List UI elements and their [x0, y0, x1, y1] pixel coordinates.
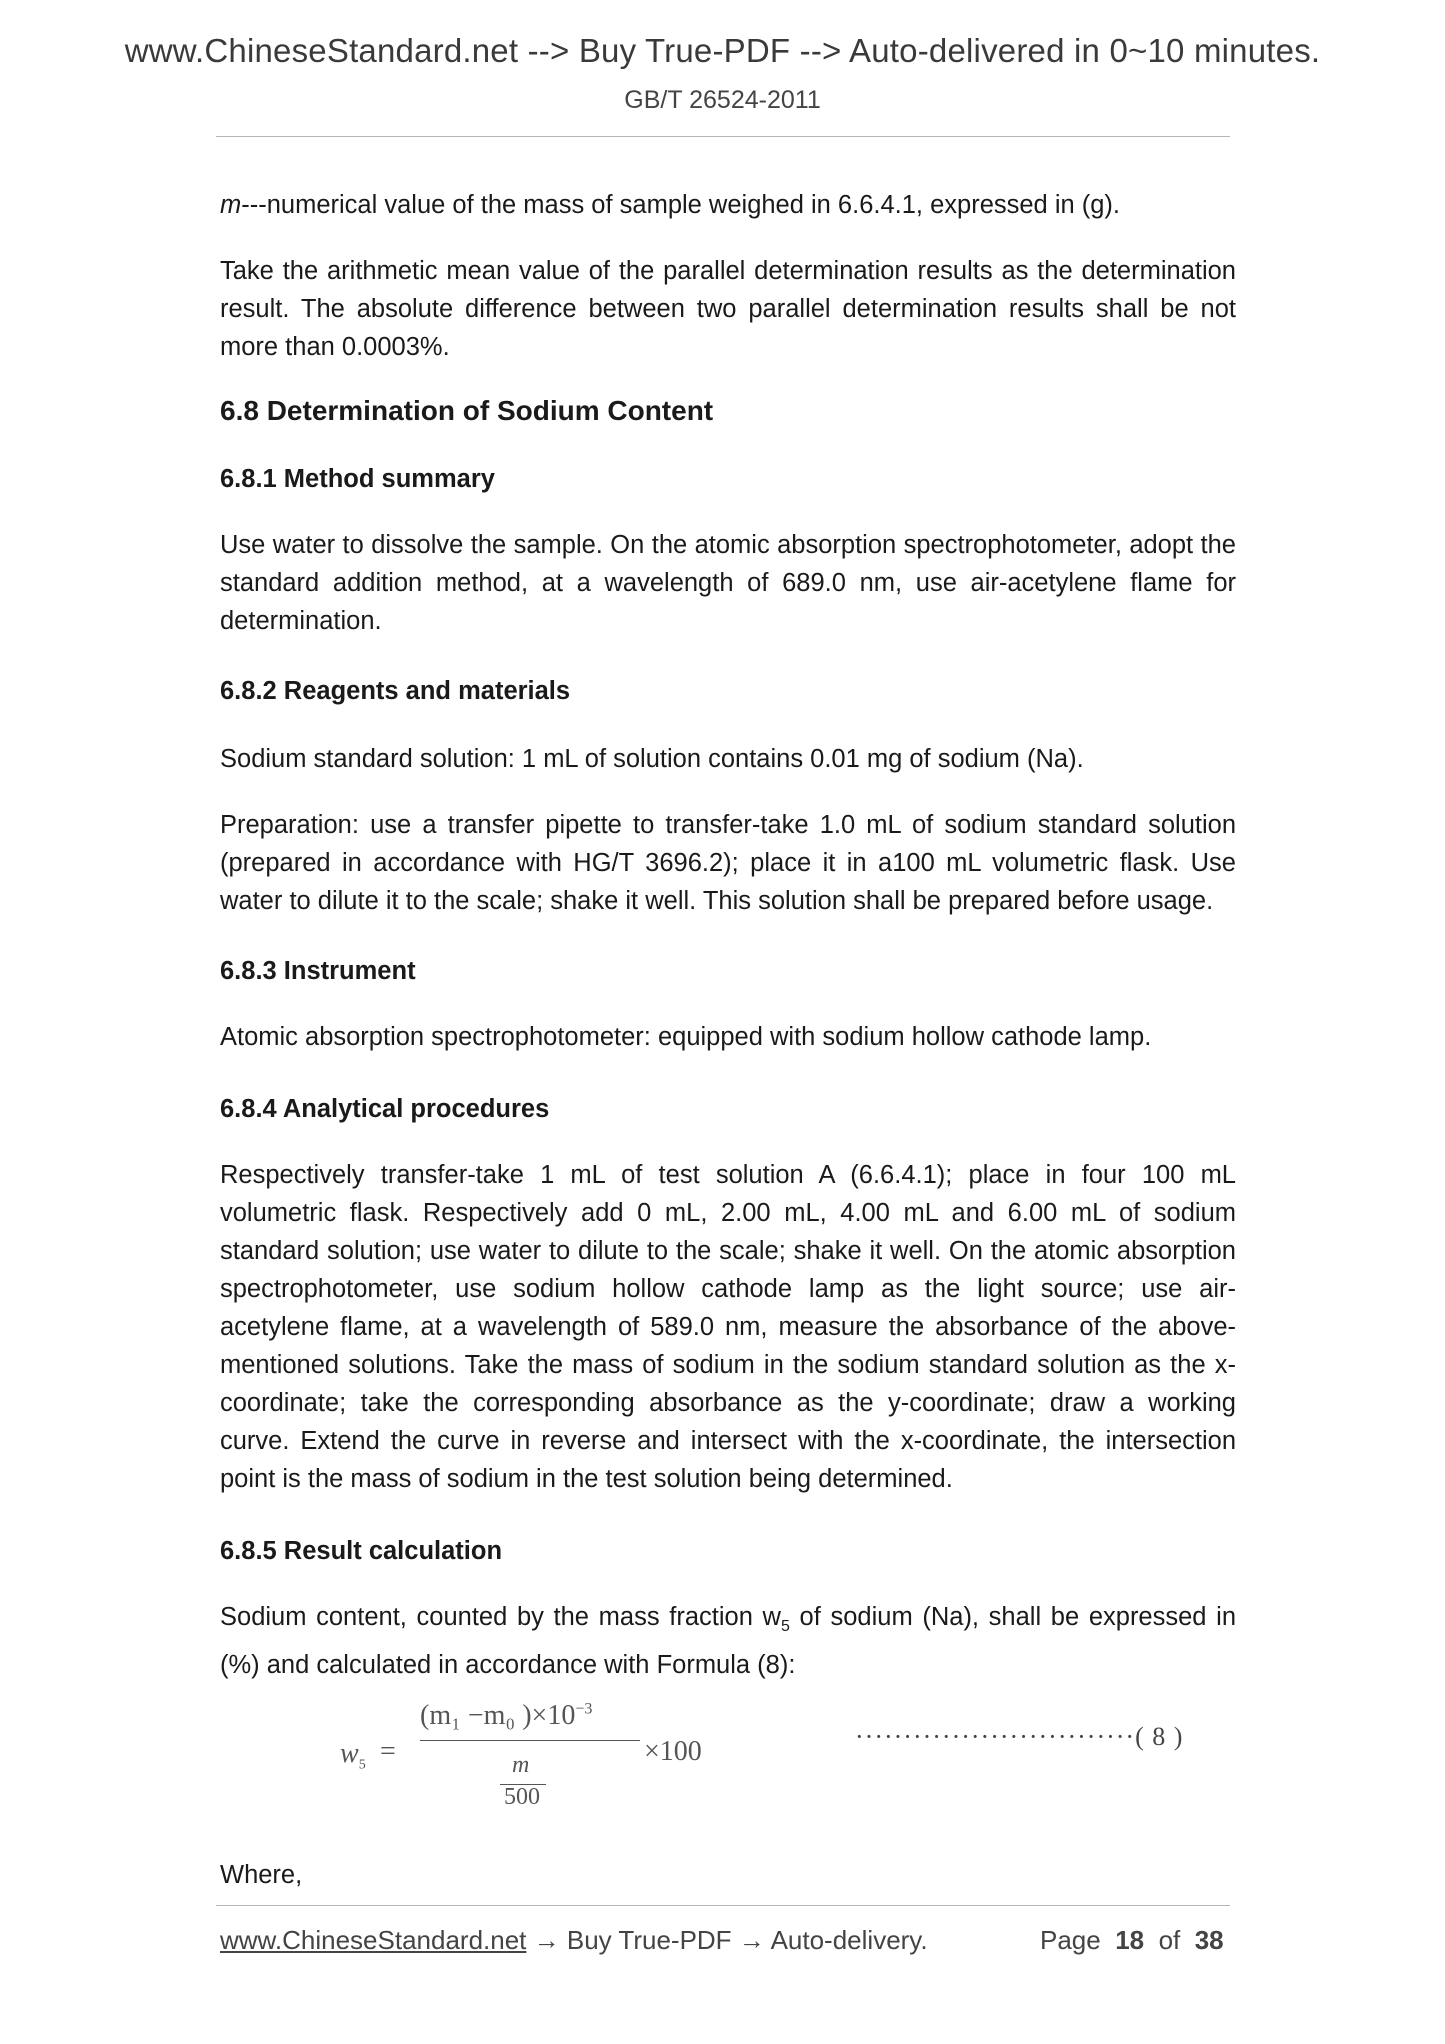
paragraph-mean-value: Take the arithmetic mean value of the parallel determination results as the determination result. The absolute difference between two parallel determination results shall be not more than 0.0003%.: [220, 257, 1236, 361]
variable-description: ---numerical value of the mass of sample weighed in 6.6.4.1, expressed in (g).: [241, 191, 1121, 219]
paragraph-method-summary: Use water to dissolve the sample. On the atomic absorption spectrophotometer, adopt the standard addition method, at a wavelength of 689.0 nm, use air-acetylene flame for determination.: [220, 531, 1236, 635]
result-text-a: Sodium content, counted by the mass fraction w: [220, 1603, 781, 1631]
subsection-heading-6-8-3: 6.8.3 Instrument: [220, 957, 416, 985]
subsection-heading-6-8-1: 6.8.1 Method summary: [220, 465, 495, 493]
page-indicator: Page 18 of 38: [1040, 1925, 1224, 1955]
variable-definition: [220, 186, 1236, 224]
paragraph-instrument: Atomic absorption spectrophotometer: equipped with sodium hollow cathode lamp.: [220, 1023, 1152, 1051]
formula-8: [340, 1700, 760, 1810]
formula-inner-denominator: 500: [504, 1784, 540, 1810]
variable-symbol: m: [220, 191, 242, 219]
header-divider: [216, 136, 1230, 137]
where-label: Where,: [220, 1861, 303, 1889]
result-text-b: of sodium (Na), shall be expressed in (%) and calculated in accordance with Formula (8):: [220, 1603, 1236, 1680]
section-heading-6-8: 6.8 Determination of Sodium Content: [220, 395, 714, 426]
current-page-number: 18: [1115, 1925, 1145, 1955]
site-banner: www.ChineseStandard.net --> Buy True-PDF --> Auto-delivered in 0~10 minutes.: [124, 32, 1321, 69]
footer-tagline: → Buy True-PDF → Auto-delivery.: [526, 1925, 928, 1955]
footer-divider: [216, 1905, 1230, 1906]
subsection-heading-6-8-2: 6.8.2 Reagents and materials: [220, 677, 571, 705]
formula-inner-numerator: m: [512, 1752, 530, 1778]
formula-multiplier: ×100: [644, 1736, 702, 1767]
result-text-subscript: 5: [780, 1618, 790, 1636]
paragraph-result-calculation: [220, 1598, 1236, 1684]
subsection-heading-6-8-5: 6.8.5 Result calculation: [220, 1537, 503, 1565]
paragraph-analytical-procedures: Respectively transfer-take 1 mL of test solution A (6.6.4.1); place in four 100 mL volumetric flask. Respectively add 0 mL, 2.00 mL, 4.00 mL and 6.00 mL of sodium standard solution; use water to dilute to the scale; shake it well. On the atomic absorption spectrophotometer, use sodium hollow cathode lamp as the light source; use air-acetylene flame, at a wavelength of 589.0 nm, measure the absorbance of the above-mentioned solutions. Take the mass of sodium in the sodium standard solution as the x-coordinate; take the corresponding absorbance as the y-coordinate; draw a working curve. Extend the curve in reverse and intersect with the x-coordinate, the intersection point is the mass of sodium in the test solution being determined.: [220, 1161, 1236, 1493]
formula-reference-number: ·····························( 8 ): [855, 1722, 1184, 1751]
paragraph-preparation: Preparation: use a transfer pipette to transfer-take 1.0 mL of sodium standard solution (prepared in accordance with HG/T 3696.2); place it in a100 mL volumetric flask. Use water to dilute it to the scale; shake it well. This solution shall be prepared before usage.: [220, 811, 1236, 915]
standard-code: GB/T 26524-2011: [624, 86, 821, 114]
footer-text: [220, 1925, 928, 1956]
formula-numerator: (m₁ −m₀ )$\times 10^{-3}$: [420, 1700, 593, 1731]
footer-site-link[interactable]: www.ChineseStandard.net: [220, 1925, 527, 1955]
total-pages-number: 38: [1194, 1925, 1224, 1955]
paragraph-sodium-standard: Sodium standard solution: 1 mL of solution contains 0.01 mg of sodium (Na).: [220, 745, 1084, 773]
subsection-heading-6-8-4: 6.8.4 Analytical procedures: [220, 1095, 550, 1123]
formula-fraction-bar: [420, 1740, 640, 1741]
formula-equals: =: [380, 1736, 396, 1767]
formula-lhs: $w_5$: [340, 1738, 366, 1773]
